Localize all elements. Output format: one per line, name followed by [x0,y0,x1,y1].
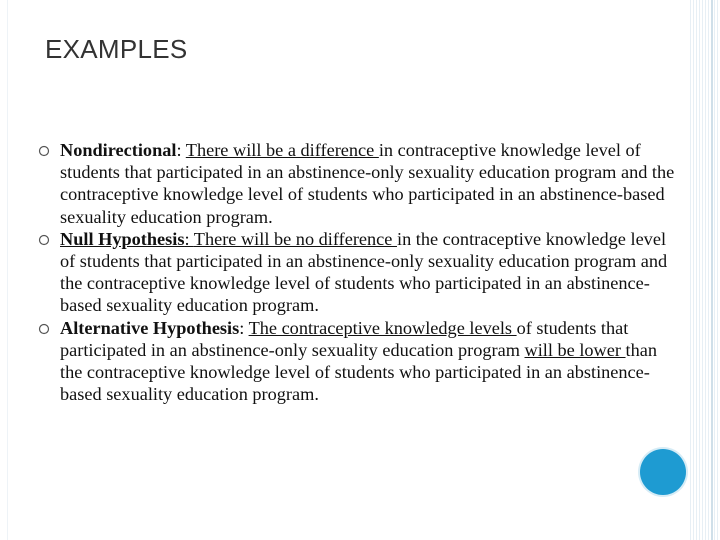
slide-title: EXAMPLES [45,34,188,64]
hypothesis-text: in the contraceptive knowledge level of students that participated in an abstinence-only sexuality education program and the contraceptive knowledge level of students who participated in an abstinence-based sexuality education program. [60,228,668,316]
hypothesis-text: of students that participated in an abstinence-only sexuality education program [60,317,629,360]
hypothesis-text: in contraceptive knowledge level of students that participated in an abstinence-only sexuality education program and the contraceptive knowledge level of students who participated in an abstinence-based sexuality education program. [60,140,675,227]
circle-bullet-icon [38,323,50,335]
hypothesis-label: Nondirectional [60,140,177,160]
hypothesis-label: Alternative Hypothesis [60,317,240,338]
hypothesis-label: Null Hypothesis [60,228,185,249]
decorative-circle [640,449,686,495]
label-separator: : [184,228,194,249]
list-item-nondirectional [38,139,678,228]
list-item-null-hypothesis [38,228,678,317]
underlined-phrase: The contraceptive knowledge levels [248,317,517,338]
list-item-alternative-hypothesis [38,317,678,406]
circle-bullet-icon [38,234,50,246]
decorative-side-bar [690,0,720,540]
hypothesis-text: than the contraceptive knowledge level of students who participated in an abstinence-based sexuality education program. [60,339,658,405]
bullet-list [38,139,678,405]
underlined-phrase: There will be no difference [193,228,397,249]
underlined-phrase: There will be a difference [185,140,379,160]
label-separator: : [176,140,186,160]
decorative-side-line [711,0,713,540]
underlined-phrase: will be lower [524,339,626,360]
label-separator: : [239,317,249,338]
circle-bullet-icon [38,145,50,157]
